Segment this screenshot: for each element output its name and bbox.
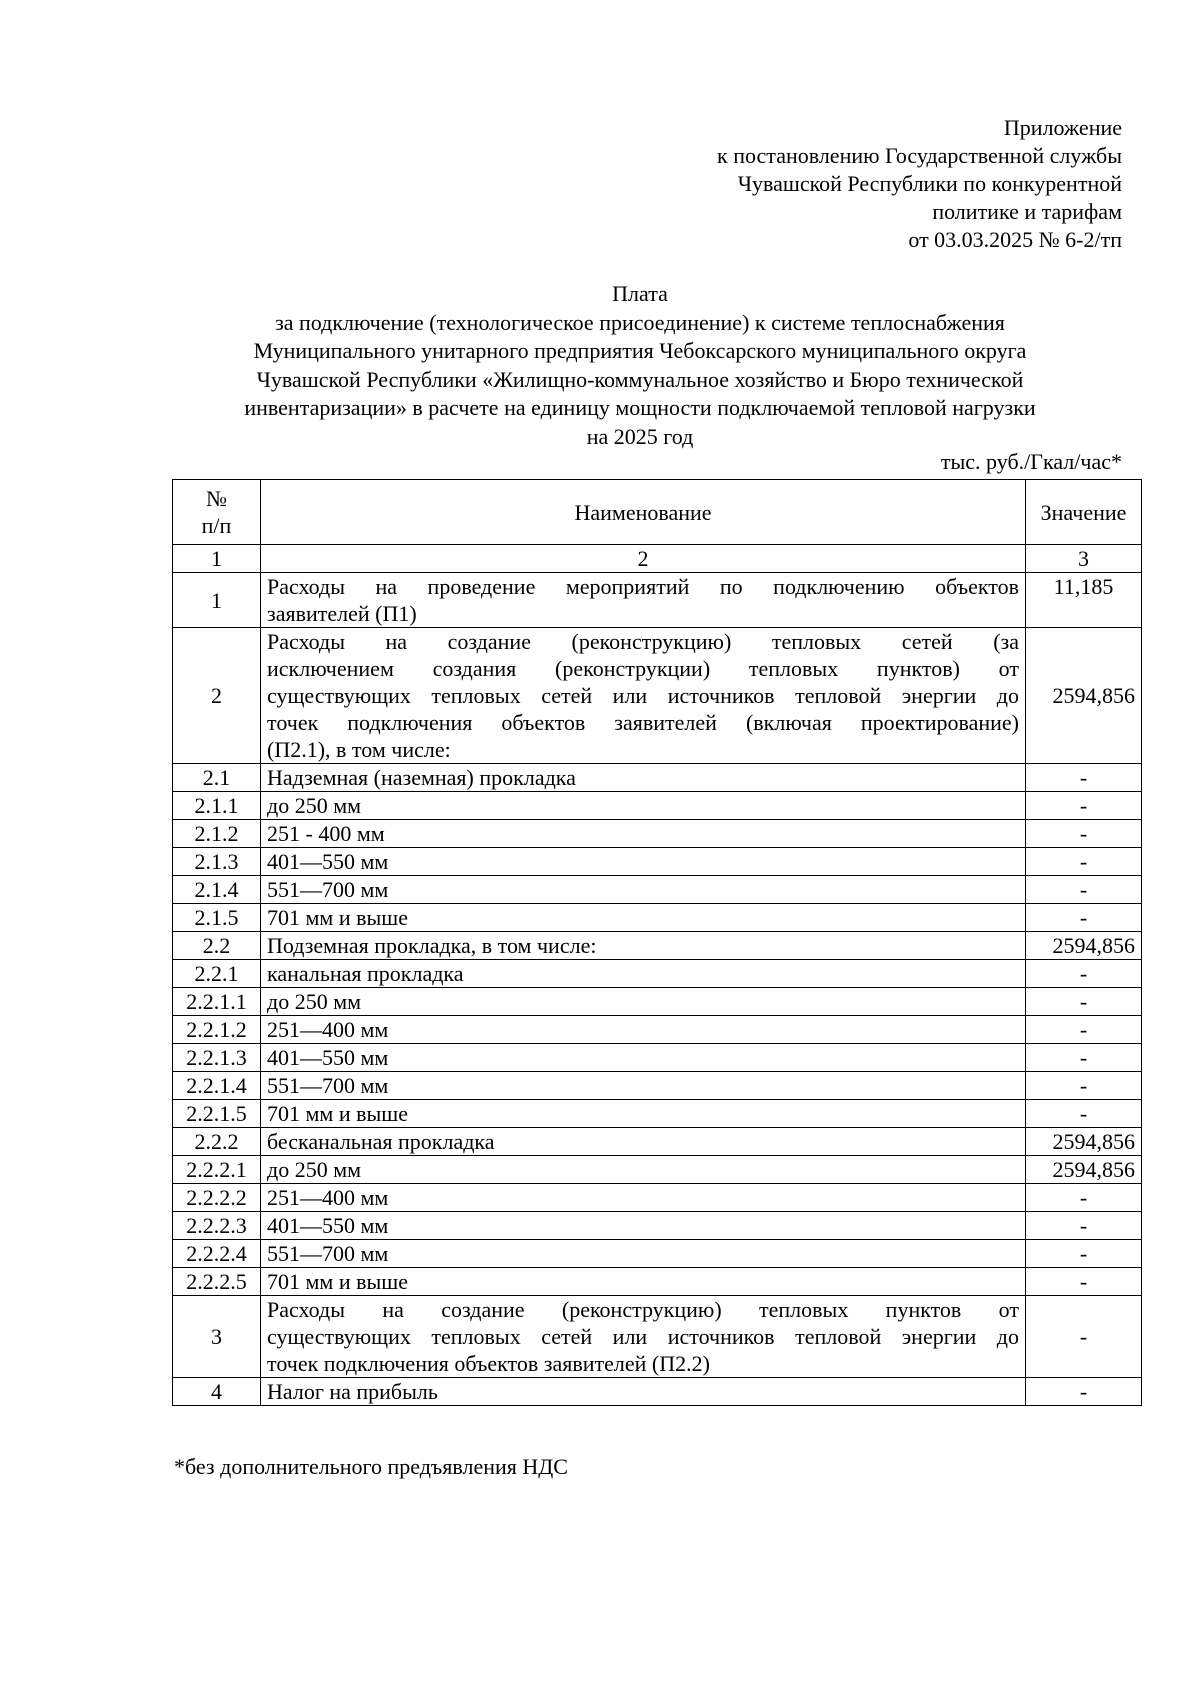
row-value: 2594,856 [1026,628,1142,764]
title-line: Муниципального унитарного предприятия Чебоксарского муниципального округа [253,338,1027,363]
row-num: 2.2.1.3 [173,1044,261,1072]
row-name-line: существующих тепловых сетей или источников тепловой энергии до [267,683,1019,708]
appendix-line: к постановлению Государственной службы [717,143,1122,168]
row-num: 2.2.1.4 [173,1072,261,1100]
row-name: Налог на прибыль [261,1378,1026,1406]
table-row [173,573,1142,628]
table-row [173,1268,1142,1296]
header-num-line1: № [206,486,227,511]
document-title [170,280,1110,451]
row-num: 2.2.1.2 [173,1016,261,1044]
row-name: канальная прокладка [261,960,1026,988]
footnote: *без дополнительного предъявления НДС [174,1454,568,1479]
header-name: Наименование [261,480,1026,545]
row-num: 2.2.2.3 [173,1212,261,1240]
table-row [173,848,1142,876]
row-num: 2.2.2.1 [173,1156,261,1184]
row-num: 3 [173,1296,261,1378]
row-name: 701 мм и выше [261,1100,1026,1128]
row-value: 2594,856 [1026,1128,1142,1156]
index-num: 1 [173,545,261,573]
fee-table [172,479,1142,1406]
table-row [173,1044,1142,1072]
appendix-line: Приложение [1003,115,1122,140]
row-value: - [1026,1378,1142,1406]
row-num: 2.2.1 [173,960,261,988]
row-num: 2.2.1.1 [173,988,261,1016]
table-row [173,792,1142,820]
title-line: на 2025 год [586,423,694,449]
table-row [173,988,1142,1016]
row-name [261,1296,1026,1378]
row-num: 2.2.2.5 [173,1268,261,1296]
appendix-block [717,114,1122,254]
table-row [173,628,1142,764]
header-num [173,480,261,545]
row-name: до 250 мм [261,988,1026,1016]
row-name: Подземная прокладка, в том числе: [261,932,1026,960]
row-name-line: исключением создания (реконструкции) тепловых пунктов) от [267,656,1019,681]
row-num: 2.1.5 [173,904,261,932]
row-name: 251—400 мм [261,1184,1026,1212]
row-value: - [1026,1268,1142,1296]
row-value: - [1026,1212,1142,1240]
row-name: 551—700 мм [261,876,1026,904]
index-row [173,545,1142,573]
table-row [173,960,1142,988]
row-num: 2.1 [173,764,261,792]
row-value: - [1026,792,1142,820]
row-num: 2.1.4 [173,876,261,904]
row-value: 11,185 [1026,573,1142,628]
row-name: до 250 мм [261,792,1026,820]
row-num: 2.1.3 [173,848,261,876]
header-num-line2: п/п [201,513,232,538]
row-name: 251 - 400 мм [261,820,1026,848]
table-row [173,932,1142,960]
row-num: 2.2.2 [173,1128,261,1156]
row-num: 2.2.1.5 [173,1100,261,1128]
row-name: 551—700 мм [261,1072,1026,1100]
row-value: - [1026,1016,1142,1044]
table-row [173,1378,1142,1406]
row-num: 2.2 [173,932,261,960]
row-value: 2594,856 [1026,1156,1142,1184]
row-value: - [1026,1240,1142,1268]
row-name: 401—550 мм [261,848,1026,876]
row-value: - [1026,960,1142,988]
row-value: 2594,856 [1026,932,1142,960]
row-name [261,628,1026,764]
row-value: - [1026,848,1142,876]
title-line: за подключение (технологическое присоединение) к системе теплоснабжения [275,309,1005,335]
row-value: - [1026,1100,1142,1128]
index-name: 2 [261,545,1026,573]
row-value: - [1026,820,1142,848]
row-num: 2.1.2 [173,820,261,848]
index-value: 3 [1026,545,1142,573]
appendix-line: Чувашской Республики по конкурентной [737,171,1122,196]
row-name: 401—550 мм [261,1212,1026,1240]
row-value: - [1026,988,1142,1016]
title-line: Плата [612,281,668,306]
table-row [173,1016,1142,1044]
row-value: - [1026,876,1142,904]
row-name: бесканальная прокладка [261,1128,1026,1156]
table-row [173,764,1142,792]
row-value: - [1026,764,1142,792]
table-row [173,1072,1142,1100]
row-name: Надземная (наземная) прокладка [261,764,1026,792]
row-num: 4 [173,1378,261,1406]
row-num: 2.2.2.4 [173,1240,261,1268]
appendix-line: от 03.03.2025 № 6-2/тп [908,227,1122,252]
table-row [173,820,1142,848]
row-name: 701 мм и выше [261,904,1026,932]
row-name-line: Расходы на проведение мероприятий по подключению объектов [267,574,1019,599]
row-value: - [1026,904,1142,932]
table-row [173,1156,1142,1184]
row-value: - [1026,1296,1142,1378]
table-header-row [173,480,1142,545]
row-name-line: Расходы на создание (реконструкцию) тепловых сетей (за [267,629,1019,654]
title-line: Чувашской Республики «Жилищно-коммунальное хозяйство и Бюро технической [256,366,1024,392]
row-name-line: Расходы на создание (реконструкцию) тепловых пунктов от [267,1297,1019,1322]
table-row [173,1212,1142,1240]
row-name: 551—700 мм [261,1240,1026,1268]
table-row [173,876,1142,904]
title-line: инвентаризации» в расчете на единицу мощности подключаемой тепловой нагрузки [244,395,1036,420]
row-num: 2 [173,628,261,764]
row-name-line: заявителей (П1) [267,601,417,626]
row-name-line: существующих тепловых сетей или источников тепловой энергии до [267,1324,1019,1349]
row-name-line: точек подключения объектов заявителей (П2.2) [267,1351,710,1376]
unit-note: тыс. руб./Гкал/час* [940,449,1122,474]
row-name: 701 мм и выше [261,1268,1026,1296]
appendix-line: политике и тарифам [932,199,1122,224]
row-name: 401—550 мм [261,1044,1026,1072]
row-value: - [1026,1044,1142,1072]
table-row [173,1128,1142,1156]
table-row [173,1296,1142,1378]
row-value: - [1026,1184,1142,1212]
table-row [173,1184,1142,1212]
row-value: - [1026,1072,1142,1100]
table-row [173,1100,1142,1128]
row-name: до 250 мм [261,1156,1026,1184]
row-name-line: точек подключения объектов заявителей (включая проектирование) [267,710,1019,735]
table-row [173,904,1142,932]
row-num: 2.1.1 [173,792,261,820]
row-num: 1 [173,573,261,628]
row-name [261,573,1026,628]
header-value: Значение [1026,480,1142,545]
row-name-line: (П2.1), в том числе: [267,737,451,762]
row-num: 2.2.2.2 [173,1184,261,1212]
row-name: 251—400 мм [261,1016,1026,1044]
table-row [173,1240,1142,1268]
